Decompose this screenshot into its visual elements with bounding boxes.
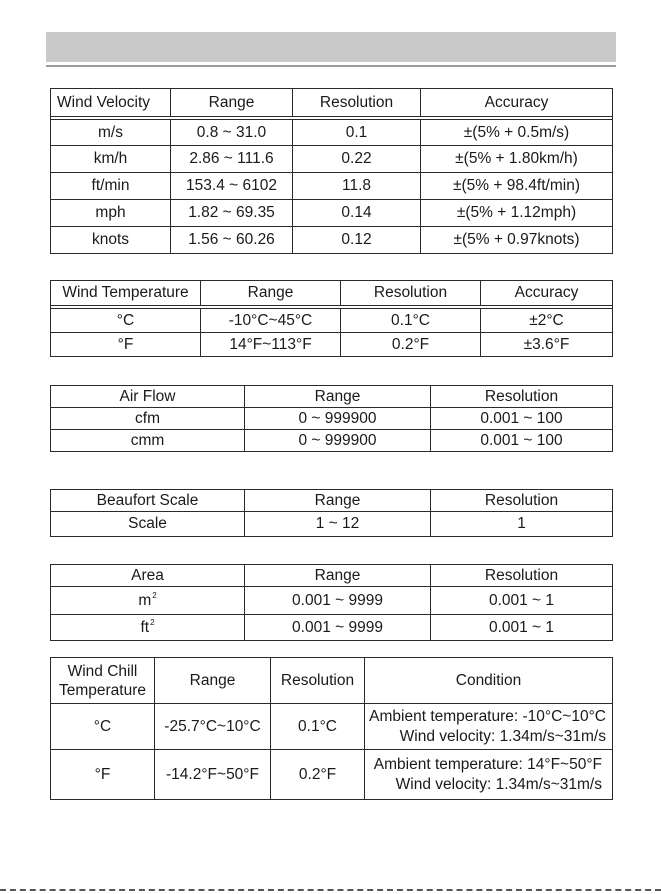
wind-chill-table	[50, 657, 613, 800]
table-row	[51, 227, 613, 254]
col-header: Resolution	[271, 658, 365, 704]
accuracy-cell: ±2°C	[481, 309, 613, 333]
unit-cell: cfm	[51, 408, 245, 430]
unit-cell: m/s	[51, 120, 171, 146]
resolution-cell: 0.1°C	[341, 309, 481, 333]
accuracy-cell: ±(5% + 0.5m/s)	[421, 120, 613, 146]
col-header: Resolution	[431, 490, 613, 512]
accuracy-cell: ±(5% + 0.97knots)	[421, 227, 613, 254]
col-header: Range	[245, 490, 431, 512]
range-cell: 0.001 ~ 9999	[245, 615, 431, 641]
wind-temperature-table	[50, 280, 613, 357]
condition-line: Ambient temperature: -10°C~10°C	[369, 707, 606, 725]
col-header: Range	[171, 89, 293, 117]
unit-exponent: 2	[152, 591, 157, 600]
resolution-cell: 1	[431, 512, 613, 537]
resolution-cell: 0.001 ~ 1	[431, 587, 613, 615]
condition-cell	[365, 750, 613, 800]
unit-cell: mph	[51, 200, 171, 227]
resolution-cell: 0.1	[293, 120, 421, 146]
table-row	[51, 704, 613, 750]
range-cell: 1.56 ~ 60.26	[171, 227, 293, 254]
resolution-cell: 0.2°F	[271, 750, 365, 800]
beaufort-scale-table	[50, 489, 613, 537]
range-cell: 0 ~ 999900	[245, 430, 431, 452]
unit-cell: °F	[51, 333, 201, 357]
resolution-cell: 0.2°F	[341, 333, 481, 357]
col-header: Resolution	[431, 386, 613, 408]
unit-text: m	[138, 592, 152, 609]
unit-cell: cmm	[51, 430, 245, 452]
condition-line: Wind velocity: 1.34m/s~31m/s	[395, 775, 602, 793]
col-header: Wind Chill Temperature	[51, 658, 155, 704]
resolution-cell: 0.12	[293, 227, 421, 254]
range-cell: 0 ~ 999900	[245, 408, 431, 430]
col-header: Wind Velocity	[51, 89, 171, 117]
table-row	[51, 333, 613, 357]
resolution-cell: 0.001 ~ 100	[431, 408, 613, 430]
table-row	[51, 146, 613, 173]
resolution-cell: 11.8	[293, 173, 421, 200]
col-header: Range	[155, 658, 271, 704]
table-row	[51, 408, 613, 430]
header-rule	[46, 65, 616, 67]
col-header: Range	[245, 565, 431, 587]
resolution-cell: 0.001 ~ 100	[431, 430, 613, 452]
condition-cell	[365, 704, 613, 750]
unit-cell: ft/min	[51, 173, 171, 200]
unit-cell	[51, 587, 245, 615]
col-header: Beaufort Scale	[51, 490, 245, 512]
col-header: Resolution	[341, 281, 481, 306]
range-cell: 14°F~113°F	[201, 333, 341, 357]
col-header: Accuracy	[421, 89, 613, 117]
table-row	[51, 309, 613, 333]
col-header: Accuracy	[481, 281, 613, 306]
range-cell: -25.7°C~10°C	[155, 704, 271, 750]
resolution-cell: 0.001 ~ 1	[431, 615, 613, 641]
range-cell: -10°C~45°C	[201, 309, 341, 333]
accuracy-cell: ±3.6°F	[481, 333, 613, 357]
condition-line: Ambient temperature: 14°F~50°F	[373, 755, 602, 773]
unit-cell: Scale	[51, 512, 245, 537]
table-row	[51, 200, 613, 227]
col-header: Area	[51, 565, 245, 587]
table-row	[51, 587, 613, 615]
unit-cell: °C	[51, 309, 201, 333]
range-cell: 153.4 ~ 6102	[171, 173, 293, 200]
table-row	[51, 512, 613, 537]
resolution-cell: 0.1°C	[271, 704, 365, 750]
area-table	[50, 564, 613, 641]
unit-cell	[51, 615, 245, 641]
range-cell: 0.001 ~ 9999	[245, 587, 431, 615]
accuracy-cell: ±(5% + 1.12mph)	[421, 200, 613, 227]
col-header: Wind Temperature	[51, 281, 201, 306]
col-header: Condition	[365, 658, 613, 704]
resolution-cell: 0.22	[293, 146, 421, 173]
table-row	[51, 120, 613, 146]
unit-cell: °C	[51, 704, 155, 750]
accuracy-cell: ±(5% + 98.4ft/min)	[421, 173, 613, 200]
table-row	[51, 430, 613, 452]
accuracy-cell: ±(5% + 1.80km/h)	[421, 146, 613, 173]
condition-line: Wind velocity: 1.34m/s~31m/s	[399, 727, 606, 745]
col-header: Air Flow	[51, 386, 245, 408]
table-row	[51, 615, 613, 641]
resolution-cell: 0.14	[293, 200, 421, 227]
page-bottom-rule	[0, 889, 661, 891]
col-header: Resolution	[431, 565, 613, 587]
air-flow-table	[50, 385, 613, 452]
col-header: Resolution	[293, 89, 421, 117]
range-cell: 0.8 ~ 31.0	[171, 120, 293, 146]
unit-text: ft	[140, 619, 150, 636]
range-cell: -14.2°F~50°F	[155, 750, 271, 800]
unit-exponent: 2	[150, 618, 155, 627]
unit-cell: °F	[51, 750, 155, 800]
section-header-bar	[46, 32, 616, 62]
wind-velocity-table	[50, 88, 613, 254]
col-header: Range	[201, 281, 341, 306]
range-cell: 1 ~ 12	[245, 512, 431, 537]
range-cell: 1.82 ~ 69.35	[171, 200, 293, 227]
unit-cell: km/h	[51, 146, 171, 173]
unit-cell: knots	[51, 227, 171, 254]
table-row	[51, 173, 613, 200]
col-header: Range	[245, 386, 431, 408]
table-row	[51, 750, 613, 800]
range-cell: 2.86 ~ 111.6	[171, 146, 293, 173]
